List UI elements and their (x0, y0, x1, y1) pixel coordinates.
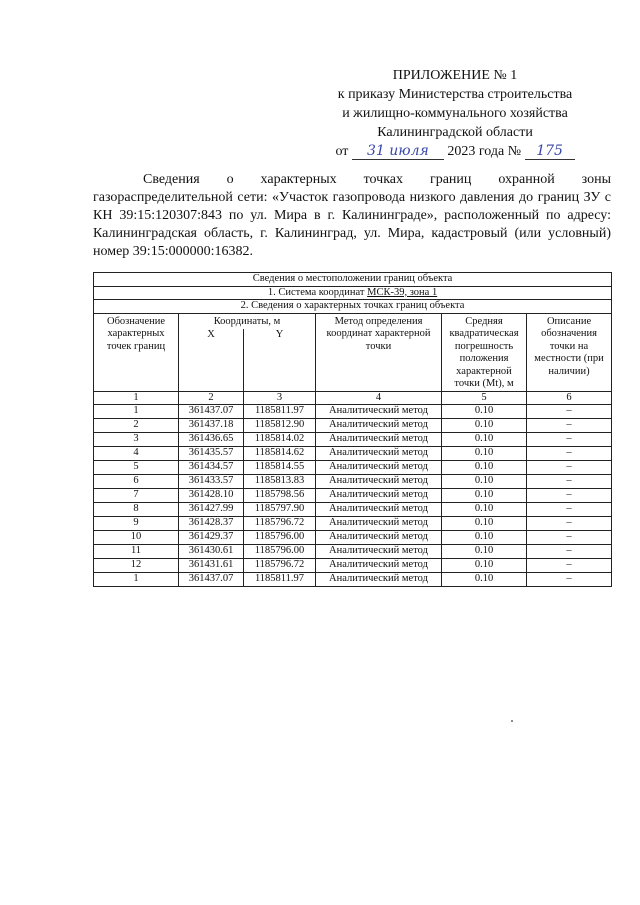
point-number: 12 (94, 559, 179, 573)
y-coordinate: 1185798.56 (244, 489, 316, 503)
y-coordinate: 1185811.97 (244, 573, 316, 587)
handwritten-order-number: 175 (525, 144, 575, 160)
coordinate-system-prefix: 1. Система координат (267, 286, 368, 298)
x-coordinate: 361430.61 (179, 545, 244, 559)
x-coordinate: 361431.61 (179, 559, 244, 573)
x-coordinate: 361437.07 (179, 573, 244, 587)
table-row (94, 461, 612, 475)
table-row (94, 489, 612, 503)
header-x: X (179, 329, 244, 392)
x-coordinate: 361427.99 (179, 503, 244, 517)
point-number: 4 (94, 447, 179, 461)
y-coordinate: 1185812.90 (244, 419, 316, 433)
header-row (94, 313, 612, 329)
point-description: – (527, 447, 612, 461)
col-number: 2 (179, 391, 244, 405)
error-value: 0.10 (442, 475, 527, 489)
x-coordinate: 361434.57 (179, 461, 244, 475)
error-value: 0.10 (442, 545, 527, 559)
point-number: 8 (94, 503, 179, 517)
boundary-points-table (93, 272, 612, 587)
point-number: 3 (94, 433, 179, 447)
x-coordinate: 361437.07 (179, 405, 244, 419)
method: Аналитический метод (316, 503, 442, 517)
point-number: 6 (94, 475, 179, 489)
table-row (94, 559, 612, 573)
method: Аналитический метод (316, 531, 442, 545)
point-description: – (527, 517, 612, 531)
method: Аналитический метод (316, 405, 442, 419)
point-number: 7 (94, 489, 179, 503)
table-row (94, 447, 612, 461)
date-suffix: 2023 года № (447, 144, 522, 159)
table-row (94, 545, 612, 559)
appendix-header (300, 66, 610, 161)
table-row (94, 531, 612, 545)
y-coordinate: 1185811.97 (244, 405, 316, 419)
point-description: – (527, 461, 612, 475)
col-number: 3 (244, 391, 316, 405)
order-line: к приказу Министерства строительства (337, 87, 573, 102)
table-row (94, 419, 612, 433)
error-value: 0.10 (442, 419, 527, 433)
header-y: Y (244, 329, 316, 392)
method: Аналитический метод (316, 559, 442, 573)
error-value: 0.10 (442, 405, 527, 419)
error-value: 0.10 (442, 559, 527, 573)
x-coordinate: 361428.37 (179, 517, 244, 531)
point-number: 5 (94, 461, 179, 475)
error-value: 0.10 (442, 573, 527, 587)
method: Аналитический метод (316, 517, 442, 531)
table-row (94, 573, 612, 587)
x-coordinate: 361428.10 (179, 489, 244, 503)
point-description: – (527, 573, 612, 587)
header-coords: Координаты, м (179, 313, 316, 329)
y-coordinate: 1185796.00 (244, 545, 316, 559)
point-description: – (527, 405, 612, 419)
point-description: – (527, 475, 612, 489)
header-error: Средняя квадратическая погрешность положения характерной точки (Mt), м (442, 313, 527, 391)
y-coordinate: 1185796.72 (244, 517, 316, 531)
error-value: 0.10 (442, 447, 527, 461)
col-number: 4 (316, 391, 442, 405)
point-number: 2 (94, 419, 179, 433)
point-number: 11 (94, 545, 179, 559)
x-coordinate: 361433.57 (179, 475, 244, 489)
coordinate-system (94, 286, 612, 300)
point-description: – (527, 559, 612, 573)
order-date-line (300, 142, 610, 161)
description-paragraph: Сведения о характерных точках границ охранной зоны газораспределительной сети: «Участок газопровода низкого давления до границ ЗУ с КН 39:15:120307:843 по ул. Мира в г. Калининграде», расположенный по адресу: Калининградская область, г. Калининград, ул. Мира, кадастровый (или условный) номер 39:15:000000:16382. (93, 172, 611, 259)
method: Аналитический метод (316, 475, 442, 489)
method: Аналитический метод (316, 447, 442, 461)
error-value: 0.10 (442, 517, 527, 531)
point-description: – (527, 433, 612, 447)
point-description: – (527, 489, 612, 503)
y-coordinate: 1185797.90 (244, 503, 316, 517)
header-method: Метод определения координат характерной точки (316, 313, 442, 391)
point-description: – (527, 419, 612, 433)
table-row (94, 433, 612, 447)
section2-row (94, 300, 612, 314)
table-title: Сведения о местоположении границ объекта (94, 273, 612, 287)
x-coordinate: 361429.37 (179, 531, 244, 545)
table-row (94, 475, 612, 489)
point-number: 1 (94, 405, 179, 419)
date-prefix: от (335, 144, 349, 159)
table-row (94, 517, 612, 531)
error-value: 0.10 (442, 433, 527, 447)
coordinate-system-row (94, 286, 612, 300)
table-row (94, 503, 612, 517)
y-coordinate: 1185813.83 (244, 475, 316, 489)
column-numbers-row (94, 391, 612, 405)
coordinate-system-value: МСК-39, зона 1 (367, 286, 438, 298)
scan-dot (511, 720, 513, 722)
x-coordinate: 361437.18 (179, 419, 244, 433)
point-description: – (527, 531, 612, 545)
method: Аналитический метод (316, 461, 442, 475)
method: Аналитический метод (316, 419, 442, 433)
col-number: 1 (94, 391, 179, 405)
handwritten-date: 31 июля (352, 144, 444, 160)
y-coordinate: 1185814.02 (244, 433, 316, 447)
y-coordinate: 1185796.72 (244, 559, 316, 573)
method: Аналитический метод (316, 433, 442, 447)
section2-title: 2. Сведения о характерных точках границ объекта (94, 300, 612, 314)
method: Аналитический метод (316, 573, 442, 587)
y-coordinate: 1185814.62 (244, 447, 316, 461)
header-point: Обозначение характерных точек границ (94, 313, 179, 391)
point-number: 9 (94, 517, 179, 531)
point-description: – (527, 545, 612, 559)
appendix-title: ПРИЛОЖЕНИЕ № 1 (392, 68, 518, 83)
y-coordinate: 1185796.00 (244, 531, 316, 545)
ministry-line: и жилищно-коммунального хозяйства (342, 106, 568, 121)
error-value: 0.10 (442, 461, 527, 475)
method: Аналитический метод (316, 545, 442, 559)
y-coordinate: 1185814.55 (244, 461, 316, 475)
col-number: 6 (527, 391, 612, 405)
table-row (94, 405, 612, 419)
region-line: Калининградской области (377, 125, 533, 140)
method: Аналитический метод (316, 489, 442, 503)
col-number: 5 (442, 391, 527, 405)
point-number: 10 (94, 531, 179, 545)
table-title-row (94, 273, 612, 287)
error-value: 0.10 (442, 503, 527, 517)
header-description: Описание обозначения точки на местности (при наличии) (527, 313, 612, 391)
point-description: – (527, 503, 612, 517)
x-coordinate: 361435.57 (179, 447, 244, 461)
error-value: 0.10 (442, 531, 527, 545)
point-number: 1 (94, 573, 179, 587)
x-coordinate: 361436.65 (179, 433, 244, 447)
error-value: 0.10 (442, 489, 527, 503)
